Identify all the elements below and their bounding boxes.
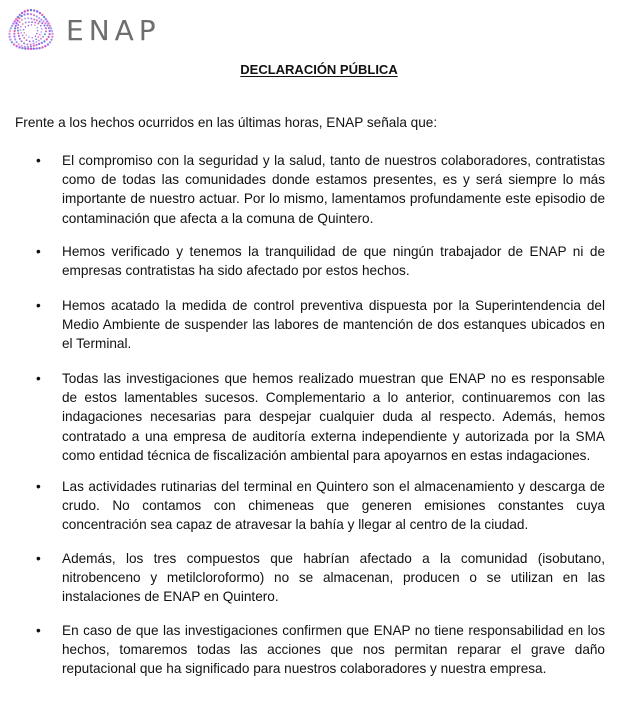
logo-dot	[30, 43, 32, 45]
logo-dot	[47, 22, 49, 24]
logo-dot	[19, 38, 21, 40]
logo-dot	[38, 17, 40, 19]
logo-dot	[17, 20, 19, 22]
logo-dot	[28, 21, 30, 23]
logo-dot	[27, 48, 29, 50]
logo-dot	[15, 22, 17, 24]
bullet-text-6: Además, los tres compuestos que habrían afectado a la comunidad (isobutano, nitrobenceno y metilcloroformo) no se almacenan, producen o se utilizan en las instalaciones de ENAP en Quintero.	[62, 551, 605, 605]
bullet-marker: •	[36, 244, 41, 259]
logo-dot	[8, 36, 10, 38]
bullet-text-7: En caso de que las investigaciones confirmen que ENAP no tiene responsabilidad en los hechos, tomaremos todas las acciones que nos permitan reparar el grave daño reputacional que ha significado para nuestros colaboradores y nuestra empresa.	[62, 623, 605, 677]
logo-dot	[35, 35, 37, 37]
logo-dot	[51, 36, 53, 38]
logo-dot	[20, 32, 22, 34]
logo-dot	[33, 18, 35, 20]
logo-dot	[41, 46, 43, 48]
enap-logo	[8, 8, 161, 54]
logo-dot	[21, 47, 23, 49]
logo-dot	[51, 30, 53, 32]
logo-dot	[23, 29, 25, 31]
logo-dot	[29, 40, 31, 42]
logo-dot	[21, 15, 23, 17]
logo-dot	[33, 9, 35, 11]
logo-dot	[38, 47, 40, 49]
logo-dot	[14, 20, 16, 22]
logo-dot	[47, 43, 49, 45]
logo-dot	[21, 40, 23, 42]
bullet-marker: •	[36, 371, 41, 386]
logo-dot	[28, 36, 30, 38]
logo-dot	[35, 41, 37, 43]
logo-dot	[38, 43, 40, 45]
logo-dot	[27, 46, 29, 48]
logo-text: ENAP	[66, 14, 161, 47]
logo-dot	[43, 40, 45, 42]
logo-dot	[26, 34, 28, 36]
logo-dot	[45, 27, 47, 29]
logo-dot	[24, 32, 26, 34]
logo-dot	[24, 46, 26, 48]
logo-dot	[9, 30, 11, 32]
logo-dot	[44, 22, 46, 24]
bullet-marker: •	[36, 153, 41, 168]
logo-dot	[33, 45, 35, 47]
logo-dot	[19, 21, 21, 23]
logo-dot	[30, 48, 32, 50]
logo-dot	[18, 35, 20, 37]
logo-dot	[13, 35, 15, 37]
logo-dot	[18, 43, 20, 45]
logo-dot	[16, 41, 18, 43]
logo-dot	[40, 38, 42, 40]
logo-dot	[42, 20, 44, 22]
logo-dot	[46, 20, 48, 22]
bullet-text-2: Hemos verificado y tenemos la tranquilidad de que ningún trabajador de ENAP ni de empresas contratistas ha sido afectado por estos hechos.	[62, 244, 605, 279]
logo-dot	[41, 22, 43, 24]
logo-dot	[21, 45, 23, 47]
logo-dot	[48, 27, 50, 29]
logo-dot	[17, 30, 19, 32]
logo-dot	[41, 14, 43, 16]
logo-dot	[18, 46, 20, 48]
logo-dot	[17, 24, 19, 26]
logo-dot	[33, 42, 35, 44]
logo-dot	[23, 42, 25, 44]
logo-dot	[31, 37, 33, 39]
dotted-sphere-icon	[8, 8, 54, 54]
logo-dot	[50, 27, 52, 29]
logo-dot	[8, 33, 10, 35]
logo-dot	[14, 27, 16, 29]
logo-dot	[22, 23, 24, 25]
logo-dot	[40, 31, 42, 33]
bullet-text-4: Todas las investigaciones que hemos realizado muestran que ENAP no es responsable de estos lamentables sucesos. Complementario a lo anterior, continuaremos con las indagaciones necesarias para despejar cualquier duda al respecto. Además, hemos contratado a una empresa de auditoría externa independiente y autorizada por la SMA como entidad técnica de fiscalización ambiental para apoyarnos en estas indagaciones.	[62, 371, 605, 463]
logo-dot	[31, 24, 33, 26]
logo-dot	[39, 21, 41, 23]
logo-dot	[21, 19, 23, 21]
logo-dot	[27, 17, 29, 19]
logo-dot	[36, 10, 38, 12]
logo-dot	[43, 24, 45, 26]
intro-paragraph: Frente a los hechos ocurridos en las últimas horas, ENAP señala que:	[15, 115, 438, 130]
logo-dot	[36, 15, 38, 17]
logo-dot	[20, 29, 22, 31]
logo-dot	[34, 22, 36, 24]
logo-dot	[50, 38, 52, 40]
logo-dot	[13, 43, 15, 45]
logo-dot	[44, 33, 46, 35]
logo-dot	[49, 30, 51, 32]
bullet-text-5: Las actividades rutinarias del terminal en Quintero son el almacenamiento y descarga de crudo. No contamos con chimeneas que generen emisiones constantes cuya concentración sea capaz de atravesar la bahía y llegar al centro de la ciudad.	[62, 479, 605, 533]
logo-dot	[41, 42, 43, 44]
logo-dot	[18, 17, 20, 19]
logo-dot	[15, 25, 17, 27]
logo-dot	[37, 23, 39, 25]
logo-dot	[13, 33, 15, 35]
logo-dot	[27, 13, 29, 15]
logo-dot	[39, 34, 41, 36]
bullet-marker: •	[36, 298, 41, 313]
logo-dot	[36, 19, 38, 21]
logo-dot	[48, 36, 50, 38]
logo-dot	[49, 41, 51, 43]
logo-dot	[34, 24, 36, 26]
logo-dot	[35, 47, 37, 49]
logo-dot	[41, 28, 43, 30]
logo-dot	[40, 19, 42, 21]
logo-dot	[23, 37, 25, 39]
logo-dot	[49, 25, 51, 27]
logo-dot	[27, 9, 29, 11]
bullet-text-3: Hemos acatado la medida de control preventiva dispuesta por la Superintendencia del Medio Ambiente de suspender las labores de mantención de dos estanques ubicados en el Terminal.	[62, 298, 605, 352]
logo-dot	[46, 24, 48, 26]
logo-dot	[36, 33, 38, 35]
logo-dot	[51, 33, 53, 35]
logo-dot	[31, 21, 33, 23]
logo-dot	[38, 39, 40, 41]
logo-dot	[33, 48, 35, 50]
logo-dot	[9, 38, 11, 40]
logo-dot	[30, 18, 32, 20]
logo-dot	[28, 25, 30, 27]
logo-dot	[17, 32, 19, 34]
logo-dot	[30, 13, 32, 15]
logo-dot	[24, 10, 26, 12]
logo-dot	[45, 18, 47, 20]
logo-dot	[37, 27, 39, 29]
logo-dot	[37, 36, 39, 38]
logo-dot	[26, 43, 28, 45]
logo-dot	[44, 45, 46, 47]
logo-dot	[43, 16, 45, 18]
logo-dot	[21, 12, 23, 14]
logo-dot	[46, 38, 48, 40]
logo-dot	[39, 12, 41, 14]
logo-dot	[11, 25, 13, 27]
bullet-marker: •	[36, 623, 41, 638]
logo-dot	[11, 41, 13, 43]
bullet-marker: •	[36, 551, 41, 566]
bullet-text-1: El compromiso con la seguridad y la salud, tanto de nuestros colaboradores, contratistas como de todas las comunidades donde estamos presentes, es y será siempre lo más importante de nuestro actuar. Por lo mismo, lamentamos profundamente este episodio de contaminación que afecta a la comuna de Quintero.	[62, 153, 605, 226]
logo-dot	[32, 40, 34, 42]
logo-dot	[14, 30, 16, 32]
document-title: DECLARACIÓN PÚBLICA	[240, 62, 398, 77]
logo-dot	[35, 44, 37, 46]
logo-dot	[22, 35, 24, 37]
logo-dot	[12, 22, 14, 24]
logo-dot	[23, 14, 25, 16]
logo-dot	[17, 27, 19, 29]
logo-dot	[30, 9, 32, 11]
logo-dot	[24, 18, 26, 20]
logo-dot	[25, 22, 27, 24]
logo-dot	[40, 25, 42, 27]
logo-dot	[20, 26, 22, 28]
logo-dot	[42, 36, 44, 38]
logo-dot	[49, 33, 51, 35]
logo-dot	[33, 14, 35, 16]
logo-dot	[26, 39, 28, 41]
logo-dot	[15, 45, 17, 47]
logo-dot	[35, 38, 37, 40]
logo-dot	[19, 14, 21, 16]
logo-dot	[14, 38, 16, 40]
logo-dot	[30, 45, 32, 47]
logo-dot	[45, 30, 47, 32]
logo-dot	[25, 26, 27, 28]
logo-dot	[37, 30, 39, 32]
bullet-marker: •	[36, 479, 41, 494]
logo-dot	[10, 27, 12, 29]
